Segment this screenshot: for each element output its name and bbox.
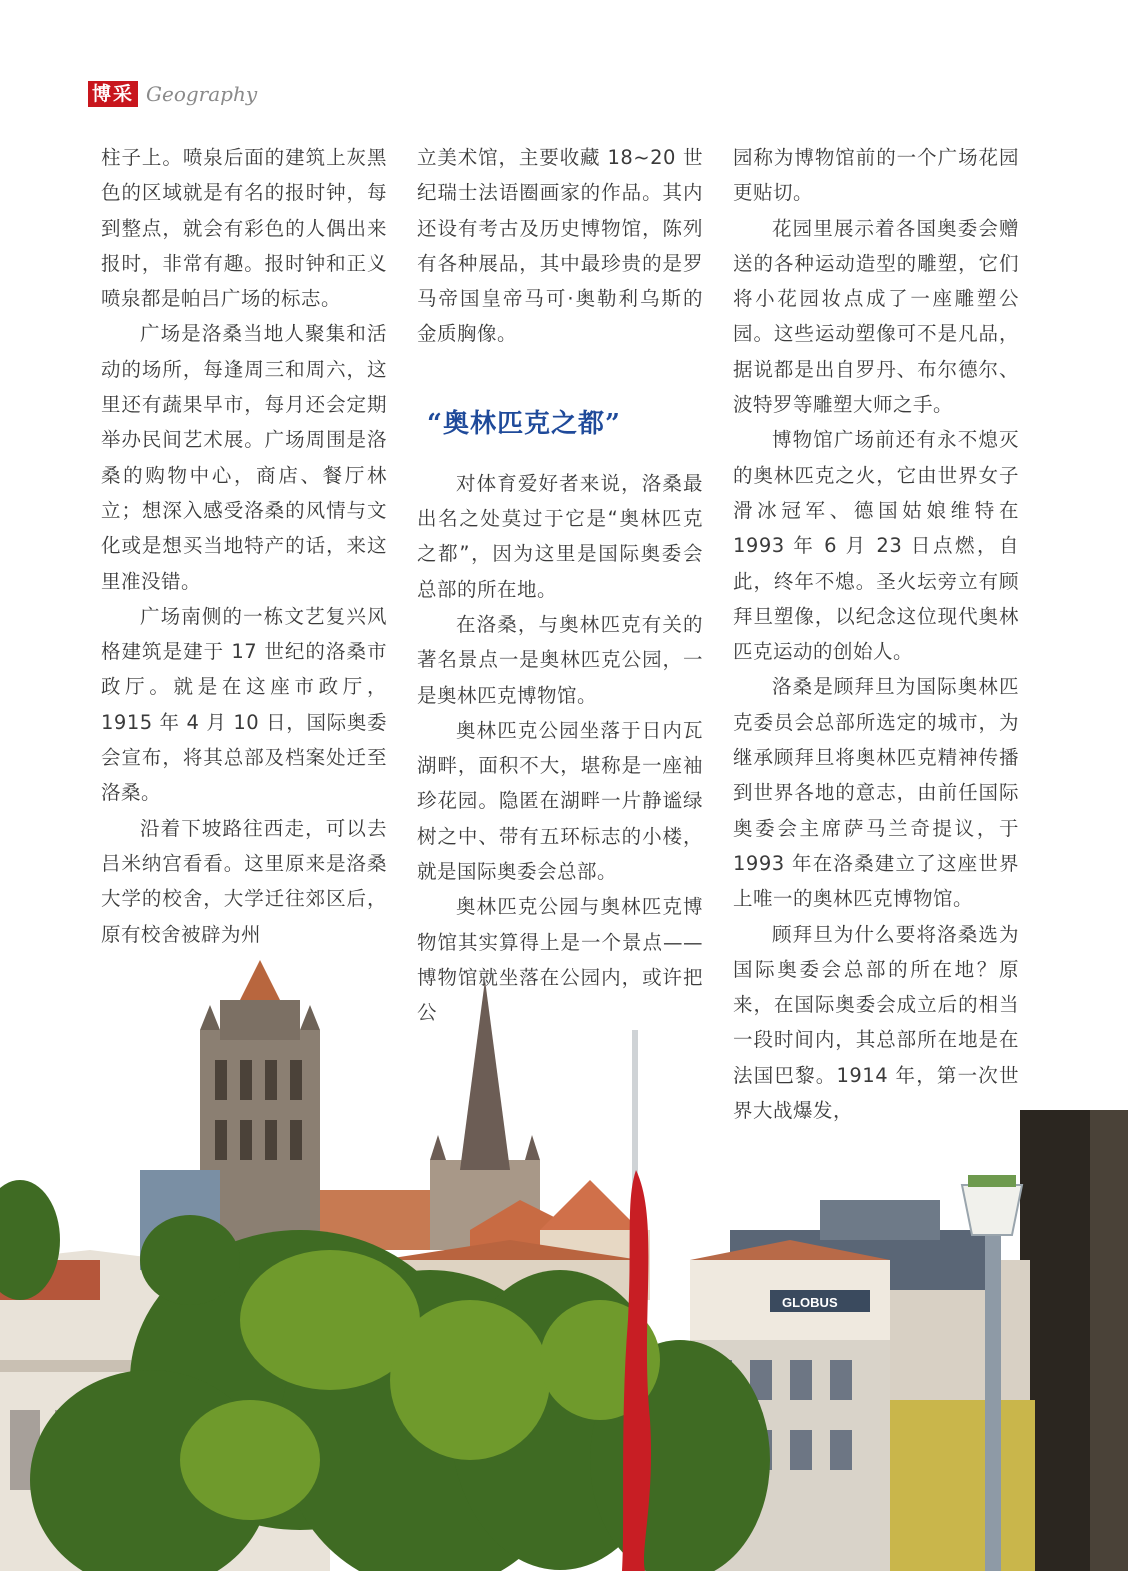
paragraph: 柱子上。喷泉后面的建筑上灰黑色的区域就是有名的报时钟，每到整点，就会有彩色的人偶出来报时，非常有趣。报时钟和正义喷泉都是帕吕广场的标志。 xyxy=(101,146,387,311)
globus-sign: GLOBUS xyxy=(782,1295,838,1310)
text-column-2 xyxy=(417,140,703,1031)
paragraph: 博物馆广场前还有永不熄灭的奥林匹克之火，它由世界女子滑冰冠军、德国姑娘维特在 1993 年 6 月 23 日点燃，自此，终年不熄。圣火坛旁立有顾拜旦塑像，以纪念这位现代奥林匹克运动的创始人。 xyxy=(733,428,1019,664)
paragraph: 顾拜旦为什么要将洛桑选为国际奥委会总部的所在地？原来，在国际奥委会成立后的相当一段时间内，其总部所在地是在法国巴黎。1914 年，第一次世界大战爆发， xyxy=(733,922,1019,1123)
paragraph: 广场南侧的一栋文艺复兴风格建筑是建于 17 世纪的洛桑市政厅。就是在这座市政厅，1915 年 4 月 10 日，国际奥委会宣布，将其总部及档案处迁至洛桑。 xyxy=(101,604,387,805)
paragraph: 奥林匹克公园与奥林匹克博物馆其实算得上是一个景点——博物馆就坐落在公园内，或许把公 xyxy=(417,895,703,1025)
paragraph: 广场是洛桑当地人聚集和活动的场所，每逢周三和周六，这里还有蔬果早市，每月还会定期举办民间艺术展。广场周围是洛桑的购物中心，商店、餐厅林立；想深入感受洛桑的风情与文化或是想买当地特产的话，来这里准没错。 xyxy=(101,322,387,593)
section-tag: 博采 xyxy=(88,81,138,107)
paragraph: 洛桑是顾拜旦为国际奥林匹克委员会总部所选定的城市，为继承顾拜旦将奥林匹克精神传播到世界各地的意志，由前任国际奥委会主席萨马兰奇提议，于 1993 年在洛桑建立了这座世界上唯一的奥林匹克博物馆。 xyxy=(733,675,1019,911)
section-heading: “奥林匹克之都” xyxy=(427,408,621,439)
text-column-1 xyxy=(101,140,387,952)
paragraph: 园称为博物馆前的一个广场花园更贴切。 xyxy=(733,146,1019,205)
paragraph: 奥林匹克公园坐落于日内瓦湖畔，面积不大，堪称是一座袖珍花园。隐匿在湖畔一片静谧绿树之中、带有五环标志的小楼，就是国际奥委会总部。 xyxy=(417,718,703,884)
paragraph: 在洛桑，与奥林匹克有关的著名景点一是奥林匹克公园，一是奥林匹克博物馆。 xyxy=(417,612,703,707)
paragraph: 沿着下坡路往西走，可以去吕米纳宫看看。这里原来是洛桑大学的校舍，大学迁往郊区后，原有校舍被辟为州 xyxy=(101,816,387,946)
paragraph: 对体育爱好者来说，洛桑最出名之处莫过于它是“奥林匹克之都”，因为这里是国际奥委会总部的所在地。 xyxy=(417,471,703,601)
text-column-3 xyxy=(733,140,1019,1128)
paragraph: 花园里展示着各国奥委会赠送的各种运动造型的雕塑，它们将小花园妆点成了一座雕塑公园。这些运动塑像可不是凡品，据说都是出自罗丹、布尔德尔、波特罗等雕塑大师之手。 xyxy=(733,216,1019,417)
paragraph: 立美术馆，主要收藏 18~20 世纪瑞士法语圈画家的作品。其内还设有考古及历史博物馆，陈列有各种展品，其中最珍贵的是罗马帝国皇帝马可·奥勒利乌斯的金质胸像。 xyxy=(417,146,703,346)
page-header xyxy=(88,80,257,108)
section-subtitle: Geography xyxy=(146,82,258,106)
